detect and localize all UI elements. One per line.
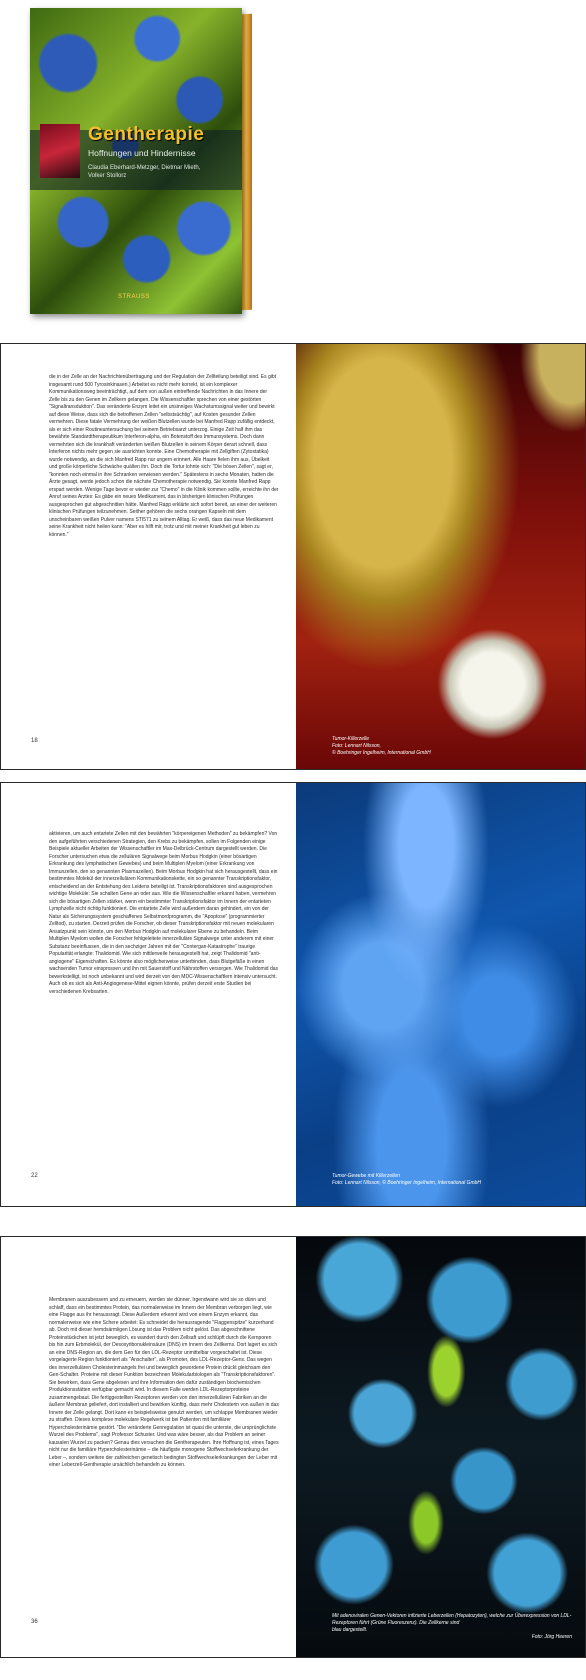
liver-cell-photo bbox=[296, 1237, 585, 1657]
cover-authors-line1: Claudia Eberhard-Metzger, Dietmar Mieth, bbox=[88, 165, 201, 171]
cover-title: Gentherapie bbox=[88, 124, 205, 145]
book-spread-1 bbox=[0, 343, 586, 770]
page-number: 36 bbox=[31, 1619, 38, 1625]
photo-caption-line2: blau dargestellt. bbox=[332, 1627, 368, 1633]
photo-caption-line3: Foto: Jörg Heeren bbox=[531, 1634, 572, 1640]
cover-authors-line2: Volker Stollorz bbox=[88, 173, 127, 179]
cover-publisher: STRAUSS bbox=[118, 294, 150, 300]
book-spread-3 bbox=[0, 1236, 586, 1658]
page-number: 18 bbox=[31, 738, 38, 744]
page-body-text: Membranen auszubessern und zu erneuern, werden sie dünner. Irgendwann wird sie so dünn und schlaff, dass ein bestimmtes Protein, das normalerweise im Innern der Membran verborgen liegt, wie eine Flagge aus ihr heraussragt. Diese Außerdem erkennt wird von einem Enzym erkannt, das normalerweise wie eine Schere arbeitet: Es schneidet die herausragende "Flaggenspitze" kurzerhand ab. Doch mit dieser hemdsärmligen Lösung ist das Problem nicht gelöst. Das abgeschnittene Proteinstückchen ist jetzt beweglich, es wandert durch den Zellsaft und schlüpft durch die Kernporen bis hin zum Erbmolekül, der Desoxyribonukleinsäure (DNS) im Innern des Zellkerns. Dort lagert es sich an eine DNS-Region an, die dem Gen für den LDL-Rezeptor unmittelbar vorgeschaltet ist. Diese vorgelagerte Region funktioniert als "Anschalter", als Promoter, des LDL-Rezeptor-Gens. Das wegen des innerzellulären Cholesterinmangels frei und beweglich gewordene Protein drückt gleichsam den Gen-Schalter. Proteine mit dieser Funktion bezeichnen Molekularbiologen als "Transkriptionsfaktoren". Sie bewirken, dass Gene abgelesen und ihre Information den dafür zuständigen biochemischen Produktionsstätten verfügbar gemacht wird. In diesem Falle werden LDL-Rezeptorproteine zusammengebaut. Die fertiggestellten Rezeptoren werden von den innerzellulären Fabriken an die äußere Membran geliefert, dort installiert und bewirken künftig, dass mehr Cholesterin von außen in das Innere der Zelle gelangt. Dort kann es beispielsweise genutzt werden, um schlappe Membranen wieder zu straffen. Dieses komplexe molekulare Regelwerk ist bei Patienten mit familiärer Hypercholesterinämie gestört. "Die veränderte Genregulation ist quasi die unterste, die ursprünglichste Wurzel des Problems", sagt Professor Schuster. Und was wäre besser, als das Problem an seiner kausalen Wurzel zu packen? Genau dies versuchen die Gentherapeuten. Ihre Hoffnung ist, eines Tages nicht nur die familiäre Hypercholesterinämie – die häufigste monogene Stoffwechselerkrankung der Leber –, sondern weitere der zahlreichen genetisch bedingten Stoffwechselerkrankungen der Leber mit einer Leberzell-Gentherapie ursächlich behandeln zu können. bbox=[49, 1297, 279, 1468]
cover-authors bbox=[88, 164, 238, 180]
book-cover[interactable] bbox=[30, 8, 242, 314]
photo-caption-line2: Foto: Lennart Nilsson, © Boehringer Ingelheim, International GmbH bbox=[332, 1180, 482, 1186]
cover-subtitle: Hoffnungen und Hindernisse bbox=[88, 148, 196, 158]
photo-caption-line1: Tumor-Killerzelle bbox=[332, 736, 370, 742]
cover-inset-image bbox=[40, 124, 80, 178]
photo-caption-line3: © Boehringer Ingelheim, International GmbH bbox=[332, 750, 431, 756]
page-number: 22 bbox=[31, 1173, 38, 1179]
book-cover-area bbox=[0, 0, 586, 340]
photo-caption-line1: Tumor-Gewebe mit Killerzellen bbox=[332, 1173, 400, 1179]
photo-caption bbox=[332, 736, 572, 757]
cover-artwork bbox=[30, 8, 242, 314]
tumor-tissue-photo bbox=[296, 783, 585, 1206]
photo-caption bbox=[332, 1173, 572, 1187]
page-body-text: die in der Zelle an der Nachrichtenübertragung und der Regulation der Zellteilung beteiligt sind. Es gibt insgesamt rund 500 Tyrosinkinasen.) Arbeitet es nicht mehr korrekt, ist ein komplexer Kommunikationsweg beeinträchtigt, auf dem von außen eintreffende Nachrichten in das Innere der Zelle bis zu den Genen im Zellkern gelangen. Die Wissenschaftler sprechen von einer gestörten "Signaltransduktion". Das veränderte Enzym leitet ein unsinniges Wachstumssignal weiter und bewirkt auf diese Weise, dass sich die betroffenen Zellen "selbstsüchtig", auf Kosten gesunder Zellen vermehren. Diese fatale Vermehrung der weißen Blutzellen wurde bei Manfred Rapp zufällig entdeckt, als er sich einer Routineuntersuchung bei seinem Betriebsarzt unterzog. Einige Zeit half ihm das bewährte Standardtherapeutikum Interferon-alpha, ein Botenstoff des Immunsystems. Doch dann vermehrten sich die krankhaft veränderten weißen Blutzellen in seinem Körper derart schnell, dass Interferon nichts mehr gegen sie ausrichten konnte. Eine Chemotherapie mit Zellgiften (Zytostatika) wurde notwendig, an die sich Manfred Rapp nur ungern erinnert. Alle Haare fielen ihm aus, Übelkeit und große körperliche Schwäche quälten ihn. Doch die Tortur lohnte sich: "Die bösen Zellen", sagt er, "konnten noch einmal in ihre Schranken verwiesen werden." Spätestens in sechs Monaten, hatten die Ärzte gesagt, werde jedoch schon die nächste Chemotherapie notwendig. Sie konnte Manfred Rapp erspart werden. Wenige Tage bevor er wieder zur "Chemo" in die Klinik kommen sollte, erreichte ihn der Anruf seines Arztes: Es gäbe ein neues Medikament, das in bisherigen klinischen Prüfungen ausgesprochen gut abgeschnitten hätte. Manfred Rapp erklärte sich sofort bereit, an einer der weiteren klinischen Prüfungen teilzunehmen. Seither gehören die sechs orangen Kapseln mit dem unscheinbaren weißen Pulver namens STI571 zu seinem Alltag. Er weiß, dass das neue Medikament seine Krankheit nicht heilen kann: "Aber es hilft mir, trotz und mit meiner Krankheit gut leben zu können." bbox=[49, 374, 279, 538]
photo-caption-line2: Foto: Lennart Nilsson, bbox=[332, 743, 381, 749]
photo-caption bbox=[332, 1613, 572, 1641]
killer-cell-photo bbox=[296, 344, 585, 769]
photo-caption-line1: Mit adenoviralen Genen-Vektoren infizierte Leberzellen (Hepatozyten), welche zur Überexpression von LDL-Rezeptoren führt (Grüne Fluoreszenz). Die Zellkerne sind bbox=[332, 1613, 572, 1626]
page-body-text: aktivieren, um auch entartete Zellen mit den bewährten "körpereigenen Methoden" zu bekämpfen? Von den aufgeführten verschiedenen Strategien, den Krebs zu bekämpfen, sollen im Folgenden einige Beispiele aktueller Arbeiten der Wissenschaftler im Max-Delbrück-Centrum dargestellt werden. Die Forscher untersuchen etwa die zellulären Signalwege beim Morbus Hodgkin (einer bösartigen Erkrankung des lymphatischen Gewebes) und beim Multiplen Myelom (einer Erkrankung von Immunzellen, den so genannten Plasmazellen). Beim Morbus Hodgkin hat sich herausgestellt, dass ein bestimmtes Molekül der innerzellulären Kommunikationskette, ein so genannter Transkriptionsfaktor, entscheidend an der Entstehung des Leidens beteiligt ist. Transkriptionsfaktoren sind ausgesprochen wichtige Moleküle: Sie schalten Gene an oder aus. Wie die Wissenschaftler erkannt haben, vermehren sich die bösartigen Zellen stärker, wenn ein bestimmter Transkriptionsfaktor im Innern der entarteten Lymphzelle nicht richtig funktioniert. Die entartete Zelle wird außerdem daran gehindert, ein von der Natur als Sicherungssystem geschaffenes Selbstmordprogramm, die "Apoptose" (programmierter Zelltod), zu starten. Derzeit prüfen die Forscher, ob dieser Transkriptionsfaktor mit neuen molekularen Ansatzpunkt sein könnte, um den Morbus Hodgkin auf molekularer Ebene zu behandeln. Beim Multiplen Myelom wollen die Forscher fehlgeleitete innerzelluläre Signalwege unter anderem mit einer Substanz beeinflussen, die in den sechziger Jahren mit der "Contergan-Katastrophe" traurige Popularität erlangte: Thalidomid. Wie sich mittlerweile herausgestellt hat, zeigt Thalidomid "anti-angiogene" Eigenschaften. Es könnte also möglicherweise unterbinden, dass Blutgefäße in einen wachsenden Tumor einsprossen und ihn mit Sauerstoff und Nährstoffen versorgen. Wie Thalidomid das bewerkstelligt, ist noch unbekannt und wird derzeit von den MDC-Wissenschaftlern intensiv untersucht. Auch ob es sich als Anti-Angiogenese-Mittel eignen könnte, prüfen derzeit erste Studien bei verschiedenen Krebsarten. bbox=[49, 831, 279, 995]
book-spread-2 bbox=[0, 782, 586, 1207]
